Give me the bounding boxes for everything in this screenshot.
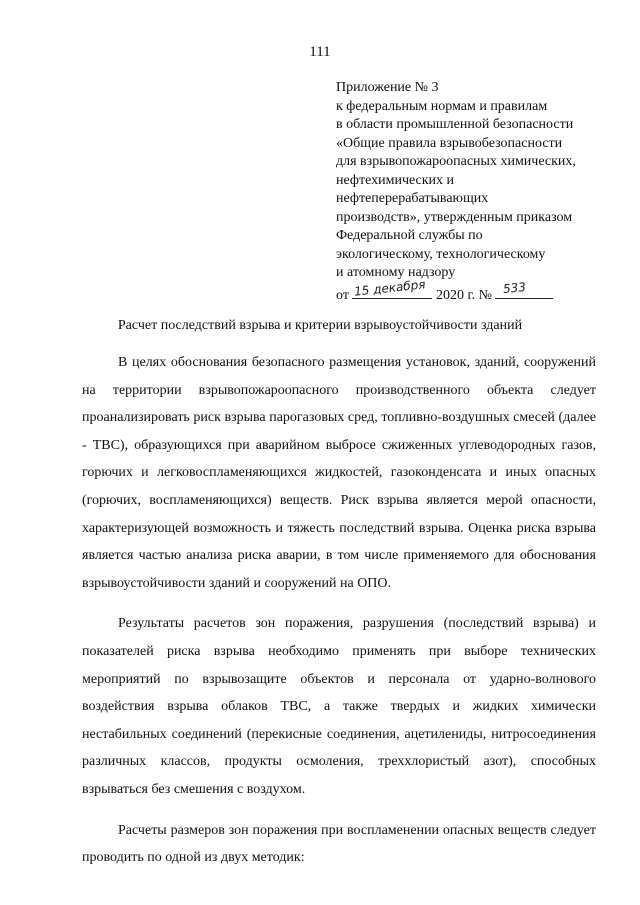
paragraph: Расчеты размеров зон поражения при воспламенении опасных веществ следует проводить по одной из двух методик:	[82, 822, 596, 866]
order-date-line	[336, 277, 616, 306]
paragraph: Результаты расчетов зон поражения, разрушения (последствий взрыва) и показателей риска взрыва необходимо применять при выборе технических мероприятий по взрывозащите объектов и персонала от ударно-волнового воздействия взрыва облаков ТВС, а также твердых и жидких химически нестабильных соединений (перекисные соединения, ацетилениды, нитросоединения различных классов, продукты осмоления, треххлористый азот), способных взрываться без смешения с воздухом.	[82, 616, 596, 797]
appendix-line: Приложение № 3	[336, 80, 439, 95]
document-title: Расчет последствий взрыва и критерии взрывоустойчивости зданий	[117, 318, 523, 333]
handwritten-number: 533	[502, 279, 528, 297]
number-blank	[495, 279, 553, 299]
appendix-line: нефтеперерабатывающих	[336, 191, 489, 206]
appendix-line: к федеральным нормам и правилам	[336, 98, 548, 114]
appendix-header	[336, 79, 616, 305]
appendix-line: Федеральной службы по	[336, 228, 483, 243]
date-prefix: от	[336, 287, 349, 303]
paragraph: В целях обоснования безопасного размещения установок, зданий, сооружений на территории взрывопожароопасного производственного объекта следует проанализировать риск взрыва парогазовых сред, топливно-воздушных смесей (далее - ТВС), образующихся при аварийном выбросе сжиженных углеводородных газов, горючих и легковоспламеняющихся жидкостей, газоконденсата и иных опасных (горючих, воспламеняющихся) веществ. Риск взрыва является мерой опасности, характеризующей возможность и тяжесть последствий взрыва. Оценка риска взрыва является частью анализа риска аварии, в том числе применяемого для обоснования взрывоустойчивости зданий и сооружений на ОПО.	[82, 355, 596, 591]
year-text: 2020 г. №	[435, 287, 492, 303]
appendix-line: экологическому, технологическому	[336, 246, 546, 262]
appendix-line: «Общие правила взрывобезопасности	[336, 135, 563, 151]
date-blank	[352, 277, 432, 299]
appendix-line: и атомному надзору	[336, 265, 456, 280]
document-body	[82, 349, 596, 885]
handwritten-date: 15 декабря	[353, 277, 427, 299]
appendix-line: производств», утвержденным приказом	[336, 209, 573, 225]
page-number: 111	[309, 44, 331, 60]
appendix-line: в области промышленной безопасности	[336, 117, 574, 132]
appendix-line: нефтехимических и	[336, 172, 455, 188]
appendix-line: для взрывопожароопасных химических,	[336, 154, 576, 169]
